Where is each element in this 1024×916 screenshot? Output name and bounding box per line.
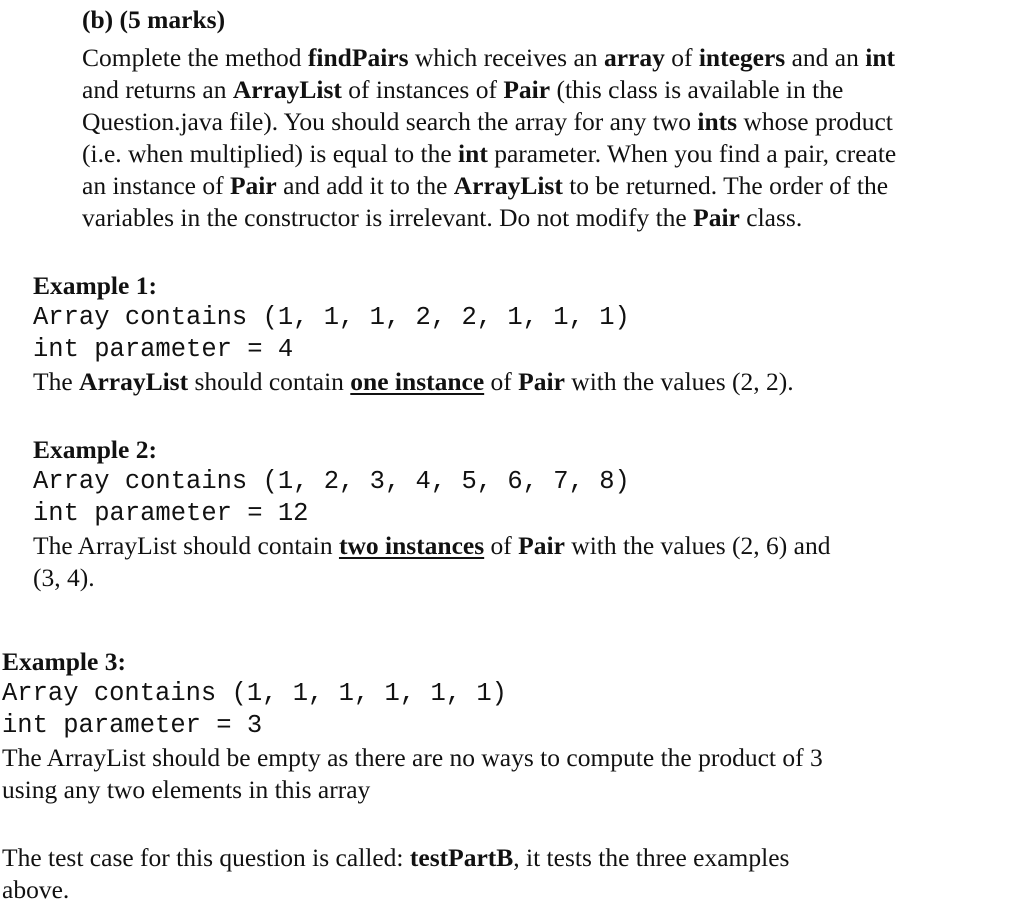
text-run: two instances xyxy=(338,531,485,560)
example-1-param: int parameter = 4 xyxy=(33,335,294,364)
text-run: integers xyxy=(698,43,786,72)
text-run: should contain xyxy=(188,367,351,396)
text-run: class. xyxy=(739,203,803,232)
example-1-result xyxy=(33,366,794,398)
text-run: to be returned. The order of the xyxy=(562,171,889,200)
text-run: with the values (2, 2). xyxy=(564,367,794,396)
text-run: whose product xyxy=(737,107,893,136)
text-run: findPairs xyxy=(307,43,409,72)
test-case-note xyxy=(2,842,789,906)
text-run: of xyxy=(664,43,699,72)
text-run: Pair xyxy=(503,75,551,104)
example-2-result-cont: (3, 4). xyxy=(33,563,95,592)
text-run: with the values (2, 6) and xyxy=(564,531,831,560)
text-run: testPartB xyxy=(409,843,514,872)
text-run: and add it to the xyxy=(276,171,454,200)
text-run: The xyxy=(33,367,80,396)
example-3-param: int parameter = 3 xyxy=(2,711,263,740)
part-b-heading: (b) (5 marks) xyxy=(82,5,226,34)
text-run: variables in the constructor is irrelevant. Do not modify the xyxy=(82,203,694,232)
example-2-title: Example 2: xyxy=(33,435,157,464)
part-b-description xyxy=(82,42,997,234)
text-run: of xyxy=(484,367,519,396)
description-line xyxy=(82,42,997,74)
example-2-array: Array contains (1, 2, 3, 4, 5, 6, 7, 8) xyxy=(33,467,630,496)
description-line xyxy=(82,138,997,170)
text-run: Pair xyxy=(518,531,565,560)
description-line xyxy=(82,170,997,202)
text-run: and returns an xyxy=(82,75,233,104)
example-2-result xyxy=(33,530,830,562)
example-3-result: The ArrayList should be empty as there are no ways to compute the product of 3 xyxy=(2,743,823,772)
text-run: parameter. When you find a pair, create xyxy=(487,139,897,168)
text-run: Question.java file). You should search the array for any two xyxy=(82,107,698,136)
text-run: The ArrayList should contain xyxy=(33,531,339,560)
text-run: Pair xyxy=(693,203,740,232)
text-run: , it tests the three examples xyxy=(513,843,790,872)
text-run: The test case for this question is called: xyxy=(2,843,410,872)
text-run: one instance xyxy=(350,367,485,396)
description-line xyxy=(82,202,997,234)
example-1-title: Example 1: xyxy=(33,271,157,300)
text-run: ArrayList xyxy=(453,171,563,200)
example-3-result-cont: using any two elements in this array xyxy=(2,775,371,804)
text-run: ArrayList xyxy=(232,75,342,104)
text-run: array xyxy=(603,43,665,72)
example-3-array: Array contains (1, 1, 1, 1, 1, 1) xyxy=(2,679,507,708)
text-run: Pair xyxy=(518,367,565,396)
text-run: of xyxy=(484,531,519,560)
example-2-param: int parameter = 12 xyxy=(33,499,309,528)
text-run: Complete the method xyxy=(82,43,308,72)
example-3 xyxy=(2,646,823,806)
text-run: int xyxy=(458,139,488,168)
description-line xyxy=(82,74,997,106)
text-run: (this class is available in the xyxy=(550,75,844,104)
test-case-line-cont: above. xyxy=(2,875,70,904)
text-run: ints xyxy=(697,107,738,136)
text-run: Pair xyxy=(229,171,277,200)
example-1-array: Array contains (1, 1, 1, 2, 2, 1, 1, 1) xyxy=(33,303,630,332)
test-case-line xyxy=(2,842,789,874)
text-run: an instance of xyxy=(82,171,230,200)
text-run: (i.e. when multiplied) is equal to the xyxy=(82,139,459,168)
text-run: of instances of xyxy=(341,75,504,104)
example-1 xyxy=(33,270,794,398)
text-run: ArrayList xyxy=(79,367,189,396)
description-line xyxy=(82,106,997,138)
text-run: which receives an xyxy=(408,43,604,72)
example-2 xyxy=(33,434,830,594)
example-3-title: Example 3: xyxy=(2,647,126,676)
text-run: and an xyxy=(785,43,866,72)
text-run: int xyxy=(865,43,895,72)
